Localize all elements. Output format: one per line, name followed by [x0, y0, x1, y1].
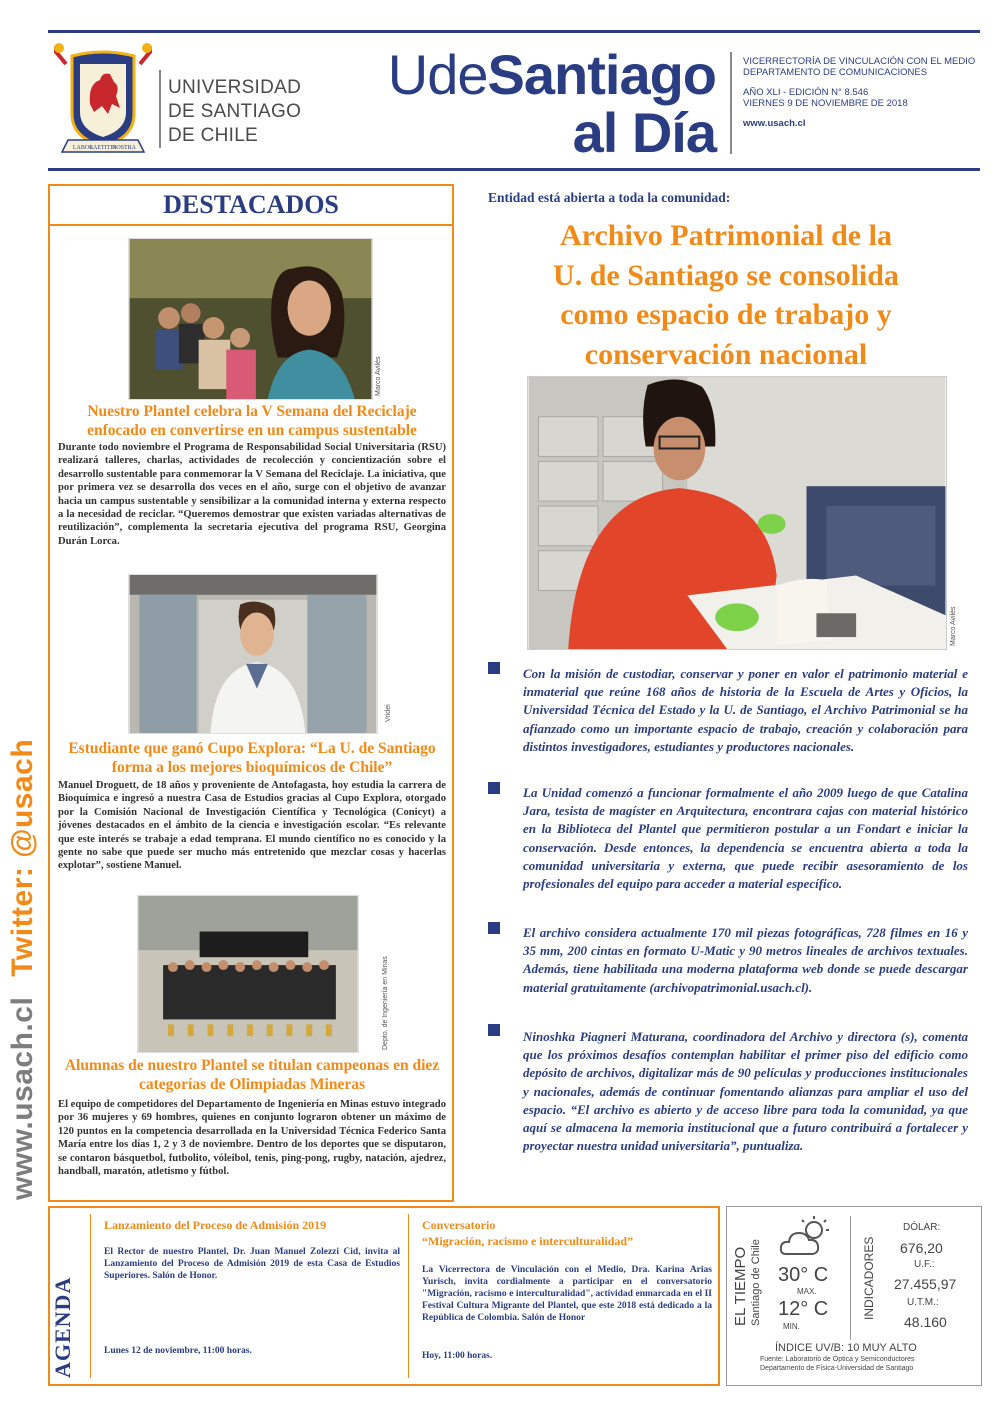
weather-label: EL TIEMPO — [732, 1246, 749, 1326]
utm-value: 48.160 — [904, 1314, 947, 1330]
weather-min-label: MIN. — [783, 1322, 800, 1331]
student-headline[interactable]: Estudiante que ganó Cupo Explora: “La U. de Santiago forma a los mejores bioquímicos de Chile” — [68, 740, 436, 776]
info-edition: AÑO XLI - EDICIÓN N° 8.546 — [743, 87, 869, 98]
article-paragraph-2: La Unidad comenzó a funcionar formalmente el año 2009 luego de que Catalina Jara, tesista de magíster en Arquitectura, encontrara cajas con material histórico en la Biblioteca del Plantel que permitieron postular a un Fondart e iniciar la conservación. Desde entonces, la dependencia se encuentra abierta a toda la comunidad universitaria y externa, que puede recibir asesoramiento de los profesionales del equipo para acceder a material específico. — [523, 785, 968, 892]
info-departamento: DEPARTAMENTO DE COMUNICACIONES — [743, 67, 928, 78]
agenda-event-1-body: El Rector de nuestro Plantel, Dr. Juan Manuel Zolezzi Cid, invita al Lanzamiento del Proceso de Admisión 2019 de esta Casa de Estudios Superiores. Salón de Honor. — [104, 1247, 400, 1281]
utm-label: U.T.M.: — [907, 1297, 939, 1308]
mining-team-photo — [137, 895, 359, 1053]
info-vicerrectoria: VICERRECTORÍA DE VINCULACIÓN CON EL MEDIO — [743, 56, 976, 67]
mining-photo-credit: Depto. de Ingeniería en Minas — [382, 956, 389, 1050]
crest-motto-2: LAETITIA — [89, 145, 117, 151]
weather-source-1: Fuente: Laboratorio de Óptica y Semiconductores — [760, 1356, 915, 1363]
weather-sublabel: Santiago de Chile — [750, 1239, 762, 1326]
mining-headline[interactable]: Alumnas de nuestro Plantel se titulan campeonas en diez categorías de Olimpiadas Mineras — [64, 1057, 440, 1093]
article-title-line-3: como espacio de trabajo y — [560, 298, 892, 331]
weather-max-label: MAX. — [797, 1287, 817, 1296]
header-top-rule — [48, 30, 980, 33]
header-bottom-rule — [48, 168, 980, 171]
agenda-event-2-title[interactable]: Conversatorio — [422, 1218, 496, 1232]
uf-label: U.F.: — [914, 1259, 935, 1270]
student-body: Manuel Droguett, de 18 años y proveniente de Antofagasta, hoy estudia la carrera de Bioquímica e ingresó a nuestra Casa de Estudios gracias al Cupo Explora, otorgado por la Comisión Nacional de Investigación Científica y Tecnológica (Conicyt) a jóvenes destacados en el ámbito de la ciencia e investigación escolar. “Es relevante que este interés se trabaje a edad temprana. El mundo científico no es conocido y la gente no sabe que puede ser mucho más entretenido que mezclar cosas y hacerlas explotar”, sostiene Manuel. — [58, 780, 446, 872]
university-line-2: DE SANTIAGO — [168, 101, 302, 122]
masthead-bold: Santiago — [487, 43, 716, 106]
recycling-photo-credit: Marco Avilés — [375, 356, 382, 396]
weather-divider — [850, 1216, 851, 1340]
agenda-event-1-date: Lunes 12 de noviembre, 11:00 horas. — [104, 1346, 252, 1356]
masthead-divider — [730, 52, 732, 154]
weather-max-temp: 30° C — [778, 1264, 829, 1286]
recycling-body: Durante todo noviembre el Programa de Responsabilidad Social Universitaria (RSU) realizará talleres, charlas, actividades de recolección y concientización sobre el desarrollo sustentable para conmemorar la V Semana del Reciclaje. La iniciativa, que por primera vez se desarrolla dos veces en el año, surge con el objetivo de avanzar hacia un campus sustentable y sensibilizar a la comunidad interna y externa respecto a la necesidad de reciclar. “Queremos demostrar que existen variadas alternativas de reutilización”, complementa la secretaria ejecutiva del programa RSU, Georgina Durán Lorca. — [58, 442, 446, 547]
bullet-square-icon — [488, 662, 500, 674]
highlights-title: DESTACADOS — [48, 184, 454, 226]
archive-photo — [527, 376, 947, 650]
uf-value: 27.455,97 — [894, 1276, 957, 1292]
bullet-square-icon — [488, 782, 500, 794]
archive-photo-credit: Marco Avilés — [950, 606, 957, 646]
side-banner — [6, 739, 40, 1200]
header-url-link[interactable]: www.usach.cl — [743, 118, 806, 129]
uv-index: ÍNDICE UV/B: 10 MUY ALTO — [775, 1342, 917, 1354]
article-title-line-4: conservación nacional — [584, 337, 868, 371]
university-divider — [159, 70, 161, 148]
masthead-info — [743, 56, 975, 129]
bullet-square-icon — [488, 1024, 500, 1036]
partly-cloudy-icon — [778, 1214, 834, 1260]
masthead-title — [386, 43, 716, 164]
agenda-label: AGENDA — [50, 1276, 75, 1378]
article-title-line-1: Archivo Patrimonial de la — [560, 219, 892, 252]
bullet-square-icon — [488, 922, 500, 934]
article-kicker: Entidad está abierta a toda la comunidad: — [488, 190, 731, 205]
article-paragraph-1: Con la misión de custodiar, conservar y poner en valor el patrimonio material e inmaterial que reúne 168 años de historia de la Escuela de Artes y Oficios, la Universidad Técnica del Estado y la U. de Santiago, el Archivo Patrimonial se ha afianzado como un importante espacio de trabajo, creación y colaboración para distintos investigadores, estudiantes y productores nacionales. — [523, 666, 968, 754]
agenda-event-1-title[interactable]: Lanzamiento del Proceso de Admisión 2019 — [104, 1218, 327, 1232]
article-paragraph-3: El archivo considera actualmente 170 mil piezas fotográficas, 728 filmes en 16 y 35 mm, 200 cintas en formato U-Matic y 90 metros lineales de archivos textuales. Además, tiene habilitada una moderna plataforma web donde se puede descargar material gratuitamente (archivopatrimonial.usach.cl). — [523, 925, 968, 995]
dolar-label: DÓLAR: — [903, 1222, 941, 1233]
weather-min-temp: 12° C — [778, 1298, 829, 1320]
agenda-divider-1 — [90, 1214, 91, 1378]
crest-motto-1: LABOR — [72, 145, 94, 151]
agenda-event-2-date: Hoy, 11:00 horas. — [422, 1351, 493, 1361]
dolar-value: 676,20 — [900, 1240, 943, 1256]
student-photo-credit: Vridei — [385, 704, 392, 722]
university-crest-icon — [54, 42, 152, 157]
agenda-event-2-subtitle: “Migración, racismo e interculturalidad” — [422, 1234, 634, 1248]
university-line-3: DE CHILE — [168, 125, 259, 146]
masthead-thin: Ude — [387, 43, 488, 106]
article-paragraph-4: Ninoshka Piagneri Maturana, coordinadora del Archivo y directora (s), comenta que los próximos desafíos contemplan habilitar el primer piso del edificio como depósito de archivos, digitalizar más de 90 películas y producciones institucionales y nacionales, además de continuar fomentando alianzas para ampliar el uso del espacio. “El archivo es abierto y de acceso libre para toda la comunidad, ya que aquí se almacena la memoria institucional que a futuro contribuirá a fortalecer y proyectar nuestra unidad universitaria”, puntualiza. — [523, 1029, 968, 1154]
mining-body: El equipo de competidores del Departamento de Ingeniería en Minas estuvo integrado por 36 mujeres y 69 hombres, quienes en conjunto lograron obtener un máximo de 120 puntos en la competencia desarrollada en la Universidad Técnica Federico Santa María entre los días 1, 2 y 3 de noviembre. Dentro de los deportes que se disputaron, se contaron básquetbol, futbolito, vóleibol, tenis, ping-pong, rugby, natación, ajedrez, handball, maratón, atletismo y fútbol. — [58, 1099, 446, 1178]
agenda-event-2-body: La Vicerrectora de Vinculación con el Medio, Dra. Karina Arias Yurisch, invita cordialmente a participar en el conversatorio "Migración, racismo e interculturalidad", actividad enmarcada en el II Festival Cultura Migrante del Plantel, que este 2018 está dedicado a la República de Colombia. Salón de Honor — [422, 1265, 712, 1323]
indicators-label: INDICADORES — [862, 1236, 876, 1320]
university-name — [168, 76, 301, 148]
student-photo — [128, 574, 378, 734]
agenda-divider-2 — [408, 1214, 409, 1378]
university-line-1: UNIVERSIDAD — [168, 77, 302, 98]
info-date: VIERNES 9 DE NOVIEMBRE DE 2018 — [743, 98, 908, 109]
side-url-link[interactable]: www.usach.cl — [6, 996, 39, 1200]
weather-source-2: Departamento de Física-Universidad de Santiago — [760, 1365, 914, 1372]
article-title[interactable] — [470, 216, 982, 374]
recycling-headline[interactable]: Nuestro Plantel celebra la V Semana del Reciclaje enfocado en convertirse en un campus sustentable — [87, 403, 417, 439]
recycling-photo — [128, 238, 373, 400]
side-twitter-link[interactable]: Twitter: @usach — [6, 738, 39, 977]
article-title-line-2: U. de Santiago se consolida — [553, 258, 899, 292]
crest-motto-3: NOSTRA — [111, 145, 137, 151]
masthead-line-2: al Día — [572, 101, 716, 164]
